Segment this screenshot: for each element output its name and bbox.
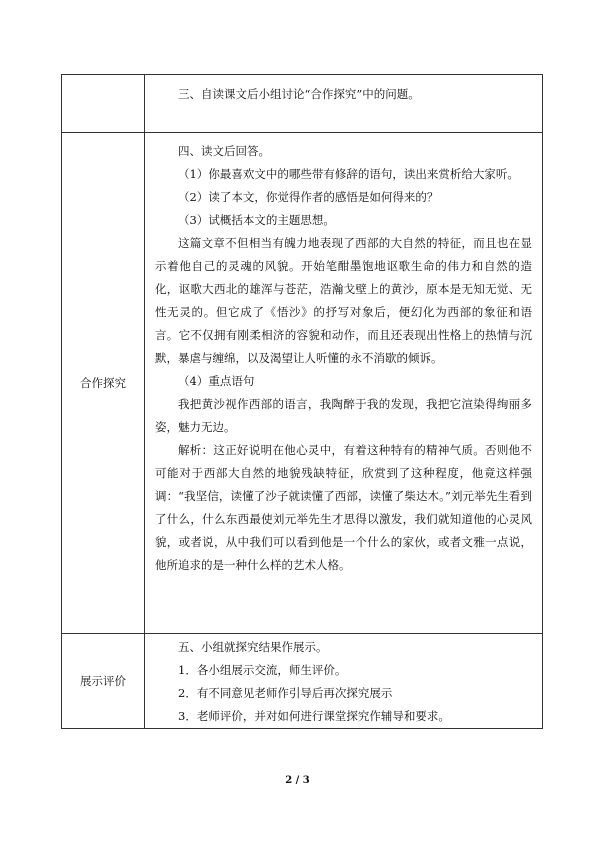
row-label: 合作探究 [62, 133, 145, 634]
row-label: 展示评价 [62, 634, 145, 729]
row-content [145, 133, 543, 634]
paragraph: （2）读了本文，你觉得作者的感悟是如何得来的？ [178, 190, 439, 204]
table-row [62, 634, 543, 729]
paragraph: （1）你最喜欢文中的哪些带有修辞的语句，读出来赏析给大家听。 [178, 167, 519, 181]
paragraph: 五、小组就探究结果作展示。 [178, 640, 328, 654]
row-content [145, 634, 543, 729]
row-content [145, 75, 543, 133]
table-row [62, 133, 543, 634]
paragraph: 三、自读课文后小组讨论“合作探究”中的问题。 [178, 87, 420, 101]
row-label [62, 75, 145, 133]
paragraph: （3）试概括本文的主题思想。 [178, 213, 335, 227]
paragraph: 2．有不同意见老师作引导后再次探究展示 [178, 686, 393, 700]
paragraph: 3．老师评价，并对如何进行课堂探究作辅导和要求。 [178, 709, 450, 723]
paragraph: 我把黄沙视作西部的语言，我陶醉于我的发现，我把它渲染得绚丽多姿，魅力无边。 [155, 397, 532, 434]
paragraph: 四、读文后回答。 [178, 144, 270, 158]
paragraph: 解析：这正好说明在他心灵中，有着这种特有的精神气质。否则他不可能对于西部大自然的地貌残缺特征，欣赏到了这种程度，他竟这样强调：“我坚信，读懂了沙子就读懂了西部，读懂了柴达木。”刘元举先生看到了什么，什么东西最使刘元举先生才思得以激发，我们就知道他的心灵风貌，或者说，从中我们可以看到他是一个什么的家伙，或者文雅一点说，他所追求的是一种什么样的艺术人格。 [155, 443, 532, 572]
page-number: 2 / 3 [285, 775, 310, 786]
table-row [62, 75, 543, 133]
lesson-table [61, 74, 543, 729]
paragraph: 1．各小组展示交流，师生评价。 [178, 663, 347, 677]
paragraph: （4）重点语句 [178, 374, 255, 388]
paragraph: 这篇文章不但相当有魄力地表现了西部的大自然的特征，而且也在显示着他自己的灵魂的风貌。开始笔酣墨饱地讴歌生命的伟力和自然的造化，讴歌大西北的雄浑与苍茫，浩瀚戈壁上的黄沙，原本是无知无觉、无性无灵的。但它成了《悟沙》的抒写对象后，便幻化为西部的象征和语言。它不仅拥有刚柔相济的容貌和动作，而且还表现出性格上的热情与沉默，暴虐与缠绵，以及渴望让人听懂的永不消歇的倾诉。 [155, 236, 532, 365]
